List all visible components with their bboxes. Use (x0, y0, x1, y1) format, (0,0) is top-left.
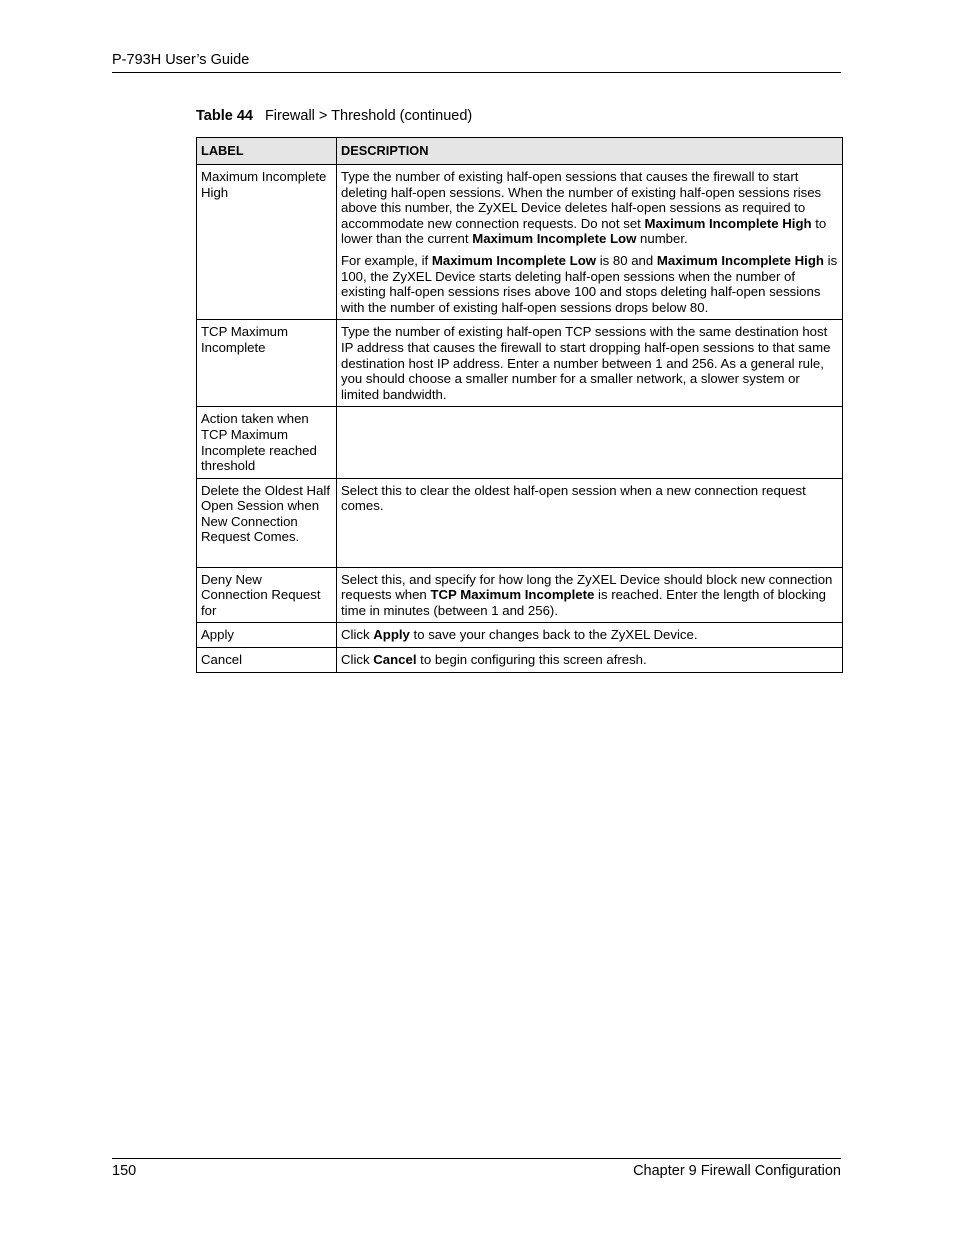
row-label: Cancel (197, 648, 337, 673)
row-description (337, 567, 843, 623)
bold-term: Maximum Incomplete Low (431, 252, 597, 268)
table-number: Table 44 (196, 108, 253, 124)
row-label: Apply (197, 623, 337, 648)
table-row (197, 648, 843, 673)
text-run: is reached. Enter the length of blocking time in minutes (between 1 and 256). (341, 587, 827, 618)
threshold-table (196, 137, 843, 673)
row-label: Deny New Connection Request for (197, 567, 337, 623)
text-run: Click (341, 652, 374, 668)
text-run: Select this, and specify for how long the ZyXEL Device should block new connection requests when (341, 571, 833, 603)
row-description (337, 623, 843, 648)
table-row (197, 407, 843, 478)
page-number: 150 (112, 1163, 137, 1179)
bold-term: Maximum Incomplete Low (472, 231, 637, 247)
text-run: Type the number of existing half-open sessions that causes the firewall to start deleting half-open sessions. When the number of existing half-open sessions rises above this number, the ZyXEL Device deletes half-open sessions as required to accommodate new connection requests. Do not set (341, 169, 822, 231)
table-row (197, 165, 843, 320)
table-caption (196, 107, 472, 126)
description-paragraph: Type the number of existing half-open TCP sessions with the same destination host IP address that causes the firewall to start dropping half-open sessions to that same destination host IP address. Enter a number between 1 and 256. As a general rule, you should choose a smaller number for a smaller network, a slower system or limited bandwidth. (341, 324, 831, 402)
text-run: is 80 and (596, 252, 657, 268)
text-run: to lower than the current (341, 215, 827, 247)
text-run: For example, if (341, 252, 432, 268)
bold-term: Cancel (373, 652, 417, 668)
description-paragraph (341, 169, 838, 247)
chapter-title: Chapter 9 Firewall Configuration (633, 1163, 841, 1179)
row-label: Delete the Oldest Half Open Session when New Connection Request Comes. (197, 478, 337, 567)
bold-term: Maximum Incomplete High (656, 252, 824, 268)
description-paragraph (341, 253, 838, 315)
row-description (337, 478, 843, 567)
table-row (197, 478, 843, 567)
table-row (197, 567, 843, 623)
text-run: to save your changes back to the ZyXEL Device. (409, 627, 698, 643)
table-header-row (197, 138, 843, 165)
description-paragraph (341, 652, 838, 668)
table-title: Firewall > Threshold (continued) (264, 108, 473, 124)
row-description (337, 165, 843, 320)
column-header-description: DESCRIPTION (337, 138, 843, 165)
row-description (337, 320, 843, 407)
text-run: Click (341, 627, 374, 643)
text-run: to begin configuring this screen afresh. (416, 652, 647, 668)
row-label: Action taken when TCP Maximum Incomplete reached threshold (197, 407, 337, 478)
table-row (197, 320, 843, 407)
page-footer (112, 1158, 841, 1179)
row-description (337, 648, 843, 673)
description-paragraph (341, 627, 838, 643)
row-description (337, 407, 843, 478)
table-row (197, 623, 843, 648)
row-label: Maximum Incomplete High (197, 165, 337, 320)
text-run: number. (636, 231, 688, 247)
text-run: is 100, the ZyXEL Device starts deleting half-open sessions when the number of existing half-open sessions rises above 100 and stops deleting half-open sessions with the number of existing half-open sessions drops below 80. (341, 252, 838, 315)
guide-title: P-793H User’s Guide (112, 52, 250, 68)
bold-term: Apply (373, 627, 410, 643)
description-paragraph (341, 572, 838, 619)
bold-term: TCP Maximum Incomplete (430, 587, 595, 603)
bold-term: Maximum Incomplete High (644, 215, 812, 231)
description-paragraph: Select this to clear the oldest half-open session when a new connection request comes. (341, 482, 806, 514)
row-label: TCP Maximum Incomplete (197, 320, 337, 407)
page-header (112, 51, 841, 73)
column-header-label: LABEL (197, 138, 337, 165)
